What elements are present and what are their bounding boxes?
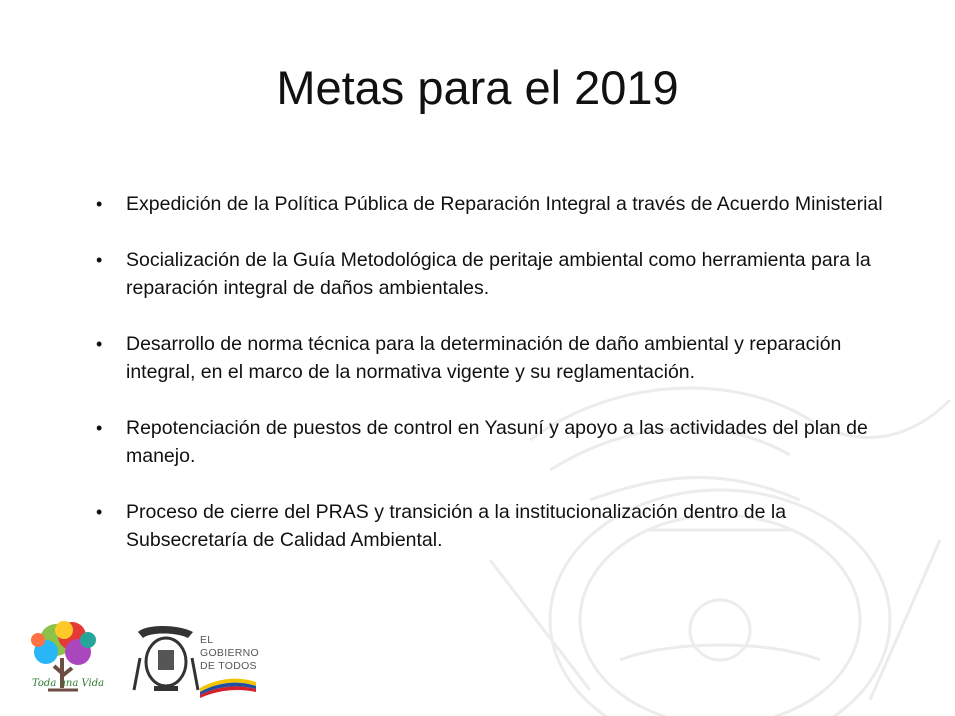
list-item <box>96 498 886 554</box>
slide-title: Metas para el 2019 <box>276 61 679 114</box>
list-item <box>96 330 886 386</box>
bullet-text: Desarrollo de norma técnica para la determinación de daño ambiental y reparación integral, en el marco de la normativa vigente y su reglamentación. <box>126 333 842 383</box>
flag-swoosh-icon <box>200 679 256 698</box>
list-item <box>96 246 886 302</box>
bullet-dot: • <box>96 250 103 270</box>
bullet-dot: • <box>96 502 103 522</box>
bullet-list <box>96 190 886 582</box>
toda-una-vida-text: Toda una Vida <box>32 678 105 689</box>
bullet-dot: • <box>96 334 103 354</box>
gov-line-3: DE TODOS <box>200 660 257 672</box>
bullet-dot: • <box>96 194 103 214</box>
bullet-text: Socialización de la Guía Metodológica de peritaje ambiental como herramienta para la reparación integral de daños ambientales. <box>126 249 871 299</box>
ecuador-coat-of-arms-icon <box>134 626 198 691</box>
list-item <box>96 414 886 470</box>
gov-line-2: GOBIERNO <box>200 647 259 659</box>
tree-logo-icon <box>31 621 104 690</box>
bullet-text: Proceso de cierre del PRAS y transición a la institucionalización dentro de la Subsecretaría de Calidad Ambiental. <box>126 501 787 551</box>
gobierno-de-todos-text <box>200 634 259 673</box>
bullet-dot: • <box>96 418 103 438</box>
gov-line-1: EL <box>200 634 214 646</box>
bullet-text: Expedición de la Política Pública de Reparación Integral a través de Acuerdo Ministerial <box>126 193 883 215</box>
bullet-text: Repotenciación de puestos de control en Yasuní y apoyo a las actividades del plan de manejo. <box>126 417 868 467</box>
list-item <box>96 190 886 218</box>
